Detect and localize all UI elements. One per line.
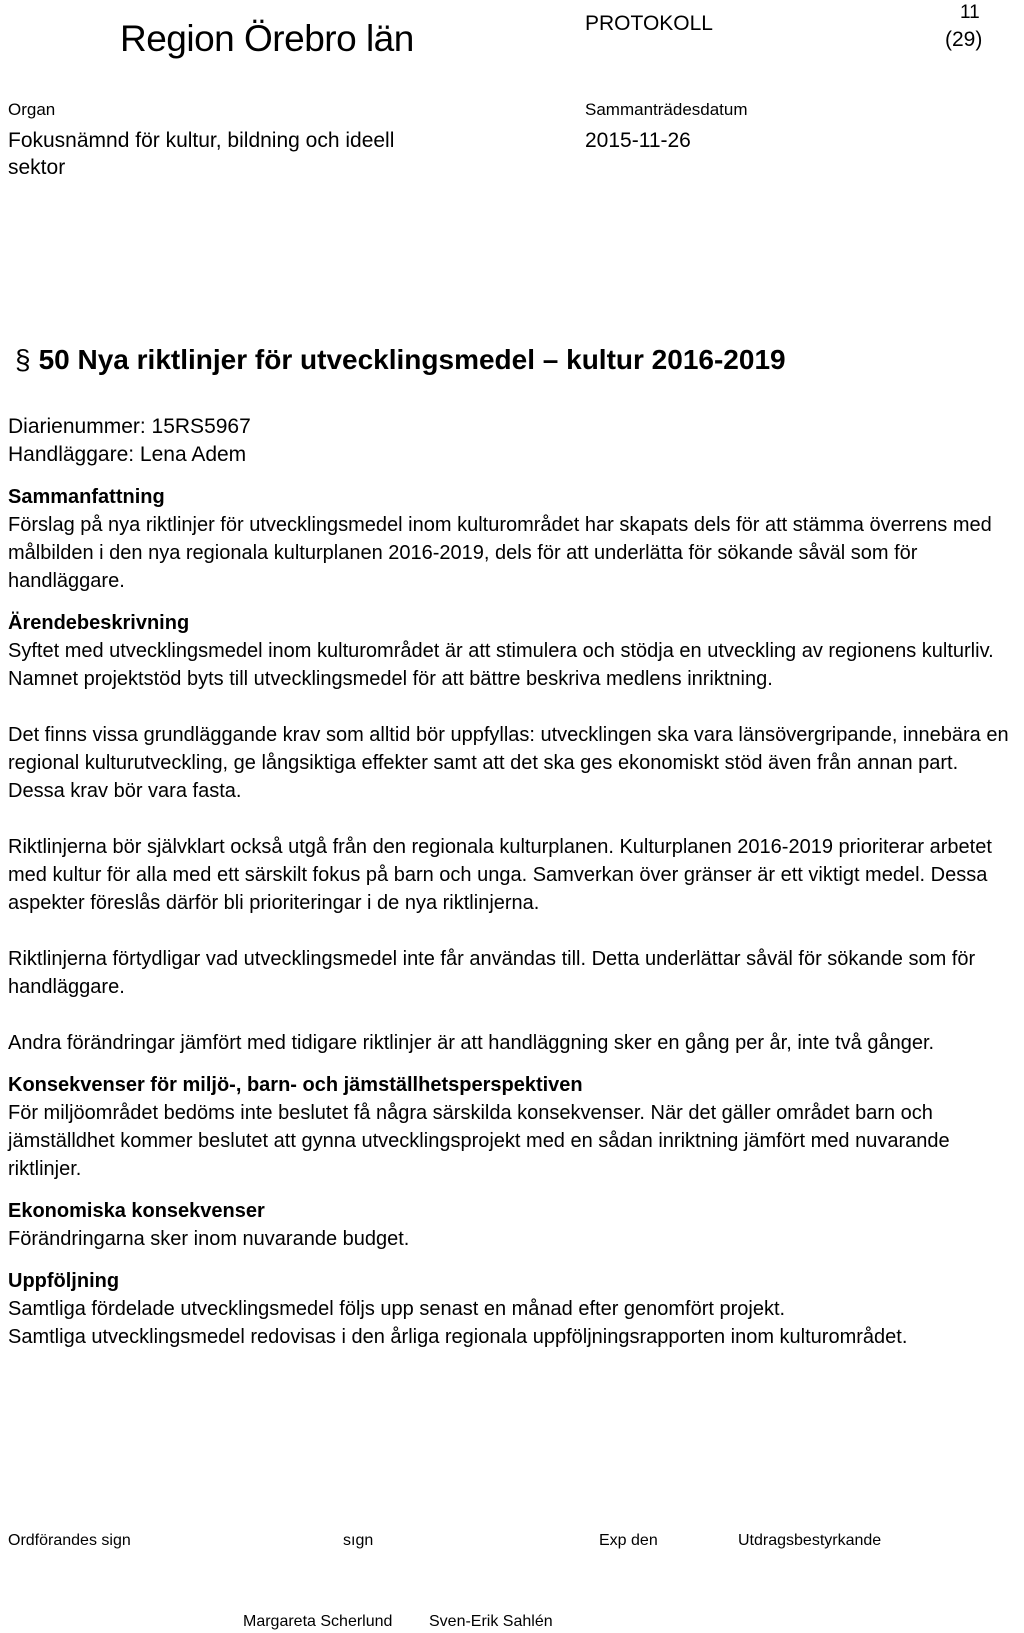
description-paragraph: Det finns vissa grundläggande krav som alltid bör uppfyllas: utvecklingen ska vara länsövergripande, innebära en regional kulturutveckling, ge långsiktiga effekter samt att det ska ges ekonomiskt stöd även från annan part. Dessa krav bör vara fasta.: [8, 724, 1009, 802]
followup-line: Samtliga fördelade utvecklingsmedel följs upp senast en månad efter genomfört projekt.: [8, 1298, 786, 1320]
consequences-section: [8, 1071, 1020, 1183]
page-total: (29): [945, 28, 983, 51]
exp-date-label: Exp den: [599, 1532, 658, 1549]
economy-heading: Ekonomiska konsekvenser: [8, 1200, 265, 1222]
signer-name: Sven-Erik Sahlén: [429, 1613, 553, 1630]
description-heading: Ärendebeskrivning: [8, 612, 190, 634]
description-section: [8, 609, 1020, 1057]
summary-section: [8, 483, 1020, 595]
signer-name: Margareta Scherlund: [243, 1613, 393, 1630]
certification-label: Utdragsbestyrkande: [738, 1532, 882, 1549]
section-title: [8, 342, 1020, 378]
organ-label: Organ: [8, 100, 56, 119]
consequences-heading: Konsekvenser för miljö-, barn- och jämställhetsperspektiven: [8, 1074, 583, 1096]
organ-value: Fokusnämnd för kultur, bildning och ideell sektor: [8, 129, 395, 179]
description-paragraph: Syftet med utvecklingsmedel inom kulturområdet är att stimulera och stödja en utveckling av regionens kulturliv. Namnet projektstöd byts till utvecklingsmedel för att bättre beskriva medlens inriktning.: [8, 640, 994, 690]
document-type: PROTOKOLL: [585, 12, 713, 35]
chair-sign-label: Ordförandes sign: [8, 1532, 131, 1549]
case-info: [8, 413, 1020, 469]
followup-section: [8, 1267, 1020, 1351]
paragraph-symbol: §: [15, 344, 31, 375]
followup-heading: Uppföljning: [8, 1270, 120, 1292]
description-paragraph: Riktlinjerna bör självklart också utgå från den regionala kulturplanen. Kulturplanen 2016-2019 prioriterar arbetet med kultur för alla med ett särskilt fokus på barn och unga. Samverkan över gränser är ett viktigt medel. Dessa aspekter föreslås därför bli prioriteringar i de nya riktlinjerna.: [8, 836, 992, 914]
description-paragraph: Riktlinjerna förtydligar vad utvecklingsmedel inte får användas till. Detta underlättar såväl för sökande som för handläggare.: [8, 948, 976, 998]
summary-text: Förslag på nya riktlinjer för utvecklingsmedel inom kulturområdet har skapats dels för att stämma överrens med målbilden i den nya regionala kulturplanen 2016-2019, dels för att underlätta för sökande såväl som för handläggare.: [8, 514, 992, 592]
diary-number: Diarienummer: 15RS5967: [8, 415, 251, 438]
consequences-text: För miljöområdet bedöms inte beslutet få några särskilda konsekvenser. När det gäller området barn och jämställdhet kommer beslutet att gynna utvecklingsprojekt med en sådan inriktning jämfört med nuvarande riktlinjer.: [8, 1102, 950, 1180]
economy-text: Förändringarna sker inom nuvarande budget.: [8, 1228, 410, 1250]
meeting-date-label: Sammanträdesdatum: [585, 100, 748, 119]
page-number: 11: [960, 2, 980, 23]
description-paragraph: Andra förändringar jämfört med tidigare riktlinjer är att handläggning sker en gång per år, inte två gånger.: [8, 1032, 935, 1054]
sign-label: sıgn: [343, 1532, 374, 1549]
document-body: [8, 342, 1020, 1351]
region-logo: Region Örebro län: [120, 18, 414, 59]
section-title-text: 50 Nya riktlinjer för utvecklingsmedel – kultur 2016-2019: [38, 344, 786, 375]
followup-line: Samtliga utvecklingsmedel redovisas i den årliga regionala uppföljningsrapporten inom kulturområdet.: [8, 1326, 908, 1348]
meeting-date-value: 2015-11-26: [585, 129, 691, 152]
summary-heading: Sammanfattning: [8, 486, 165, 508]
case-handler: Handläggare: Lena Adem: [8, 443, 247, 466]
economy-section: [8, 1197, 1020, 1253]
